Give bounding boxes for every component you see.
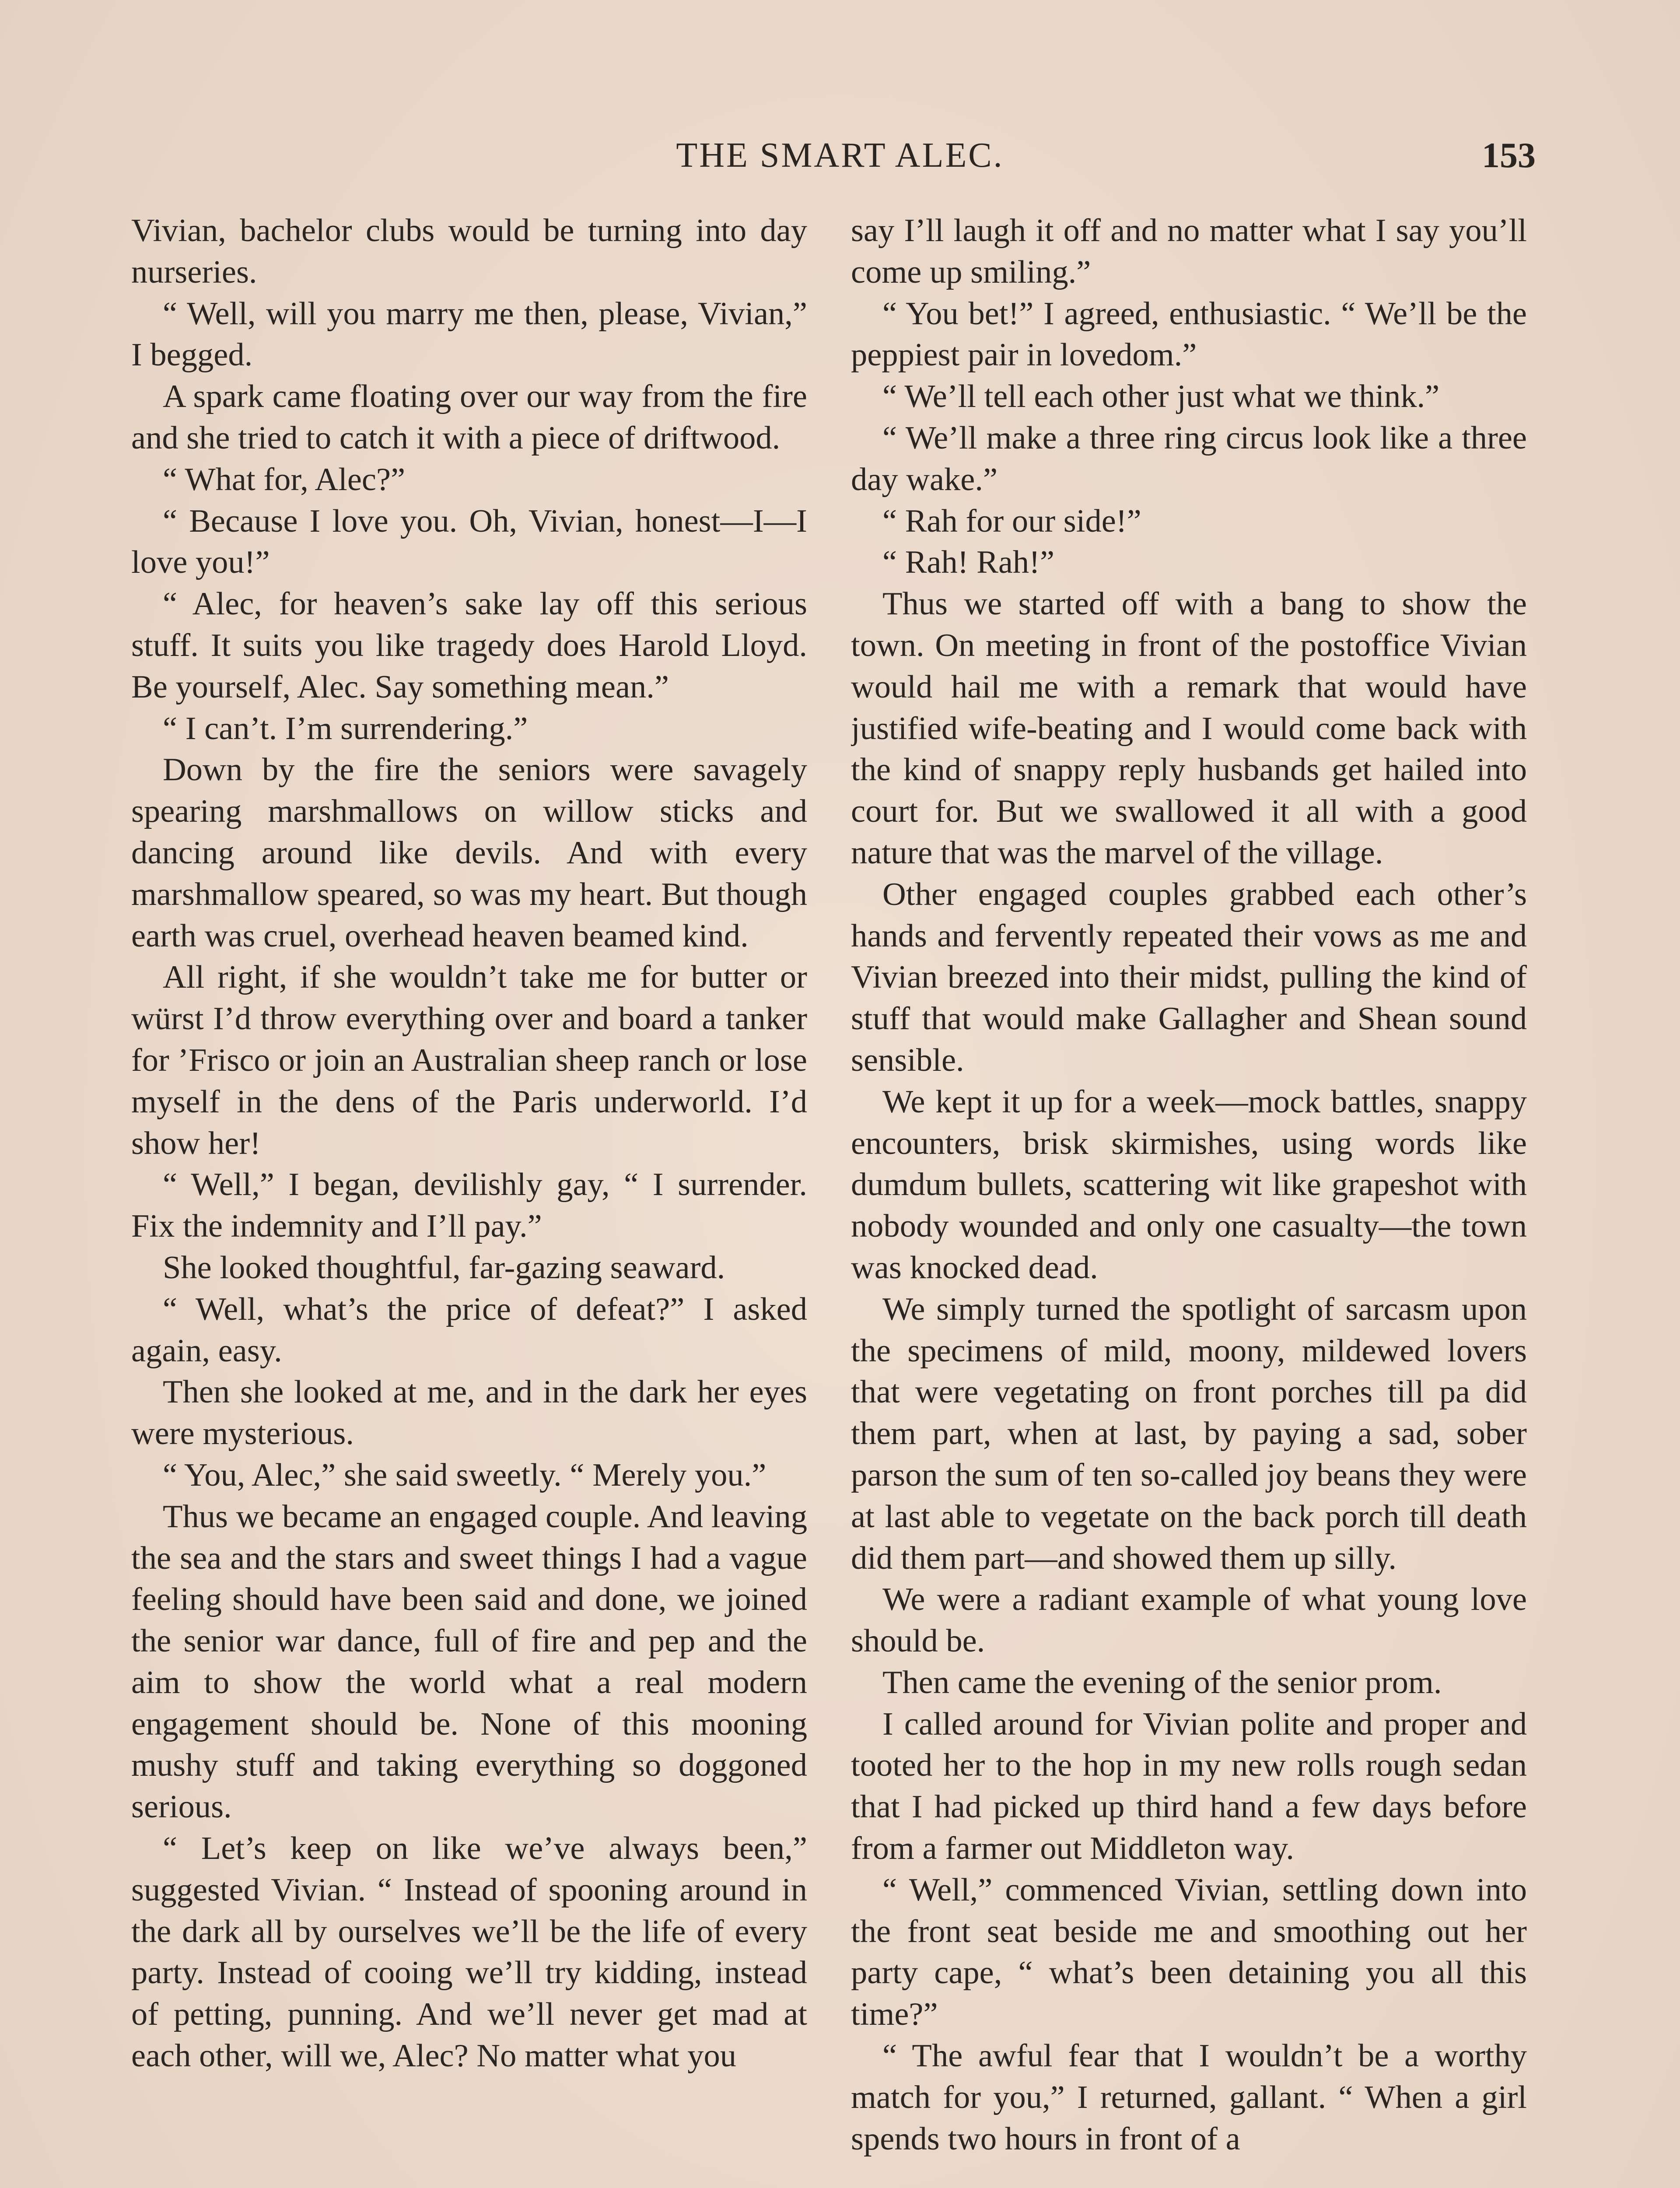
paragraph: “ The awful fear that I wouldn’t be a worthy match for you,” I returned, gallant. “ When a girl spends two hours in front of a [851,2038,1527,2157]
paragraph: “ We’ll tell each other just what we think.” [882,379,1440,415]
paragraph: We simply turned the spotlight of sarcasm upon the specimens of mild, moony, mildewed lovers that were vegetating on front porches till pa did them part, when at last, by paying a sad, sober parson the sum of ten so-called joy beans they were at last able to vegetate on the back porch till death did them part—and showed them up silly. [851,1291,1527,1576]
paragraph: “ Rah! Rah!” [882,544,1055,581]
paragraph: “ Rah for our side!” [882,503,1141,539]
paragraph: “ Well, will you marry me then, please, Vivian,” I begged. [131,295,807,373]
paragraph: All right, if she wouldn’t take me for butter or würst I’d throw everything over and board a tanker for ’Frisco or join an Australian sheep ranch or lose myself in the dens of the Paris underworld. I’d show her! [131,959,807,1161]
paragraph: say I’ll laugh it off and no matter what I say you’ll come up smiling.” [851,213,1527,290]
running-header [131,131,1549,179]
paragraph: A spark came floating over our way from the fire and she tried to catch it with a piece of driftwood. [131,379,807,456]
paragraph: Down by the fire the seniors were savagely spearing marshmallows on willow sticks and dancing around like devils. And with every marshmallow speared, so was my heart. But though earth was cruel, overhead heaven beamed kind. [131,752,807,954]
paragraph: “ Because I love you. Oh, Vivian, honest—I—I love you!” [131,503,807,581]
paragraph: Thus we became an engaged couple. And leaving the sea and the stars and sweet things I had a vague feeling should have been said and done, we joined the senior war dance, full of fire and pep and the aim to show the world what a real modern engagement should be. None of this mooning mushy stuff and taking everything so doggoned serious. [131,1498,807,1825]
running-title: THE SMART ALEC. [676,136,1004,175]
paragraph: I called around for Vivian polite and proper and tooted her to the hop in my new rolls rough sedan that I had picked up third hand a few days before from a farmer out Middleton way. [851,1706,1527,1867]
paragraph: “ You, Alec,” she said sweetly. “ Merely you.” [163,1457,766,1493]
text-column-right [851,210,1527,2188]
paragraph: “ What for, Alec?” [163,461,406,498]
paragraph: “ Let’s keep on like we’ve always been,” suggested Vivian. “ Instead of spooning around in the dark all by ourselves we’ll be the life of every party. Instead of cooing we’ll try kidding, instead of petting, punning. And we’ll never get mad at each other, will we, Alec? No matter what you [131,1830,807,2074]
paragraph: “ We’ll make a three ring circus look like a three day wake.” [851,420,1527,498]
paragraph: Then she looked at me, and in the dark her eyes were mysterious. [131,1374,807,1452]
paragraph: Thus we started off with a bang to show the town. On meeting in front of the postoffice Vivian would hail me with a remark that would have justified wife-beating and I would come back with the kind of snappy reply husbands get hailed into court for. But we swallowed it all with a good nature that was the marvel of the village. [851,586,1527,871]
paragraph: She looked thoughtful, far-gazing seaward. [163,1249,725,1286]
paragraph: “ Well,” commenced Vivian, settling down into the front seat beside me and smoothing out her party cape, “ what’s been detaining you all this time?” [851,1872,1527,2033]
paragraph: “ Well, what’s the price of defeat?” I asked again, easy. [131,1291,807,1369]
paragraph: “ Well,” I began, devilishly gay, “ I surrender. Fix the indemnity and I’ll pay.” [131,1167,807,1245]
text-column-left [131,210,807,2188]
paragraph: We kept it up for a week—mock battles, snappy encounters, brisk skirmishes, using words like dumdum bullets, scattering wit like grapeshot with nobody wounded and only one casualty—the town was knocked dead. [851,1083,1527,1286]
paragraph: Other engaged couples grabbed each other’s hands and fervently repeated their vows as me and Vivian breezed into their midst, pulling the kind of stuff that would make Gallagher and Shean sound sensible. [851,876,1527,1078]
paragraph: Then came the evening of the senior prom. [882,1664,1442,1701]
paragraph: “ I can’t. I’m surrendering.” [163,710,528,747]
paragraph: “ Alec, for heaven’s sake lay off this serious stuff. It suits you like tragedy does Harold Lloyd. Be yourself, Alec. Say something mean.” [131,586,807,705]
paragraph: Vivian, bachelor clubs would be turning into day nurseries. [131,213,807,290]
paragraph: “ You bet!” I agreed, enthusiastic. “ We’ll be the peppiest pair in lovedom.” [851,295,1527,373]
page-number: 153 [1482,135,1536,175]
paragraph: We were a radiant example of what young love should be. [851,1581,1527,1659]
